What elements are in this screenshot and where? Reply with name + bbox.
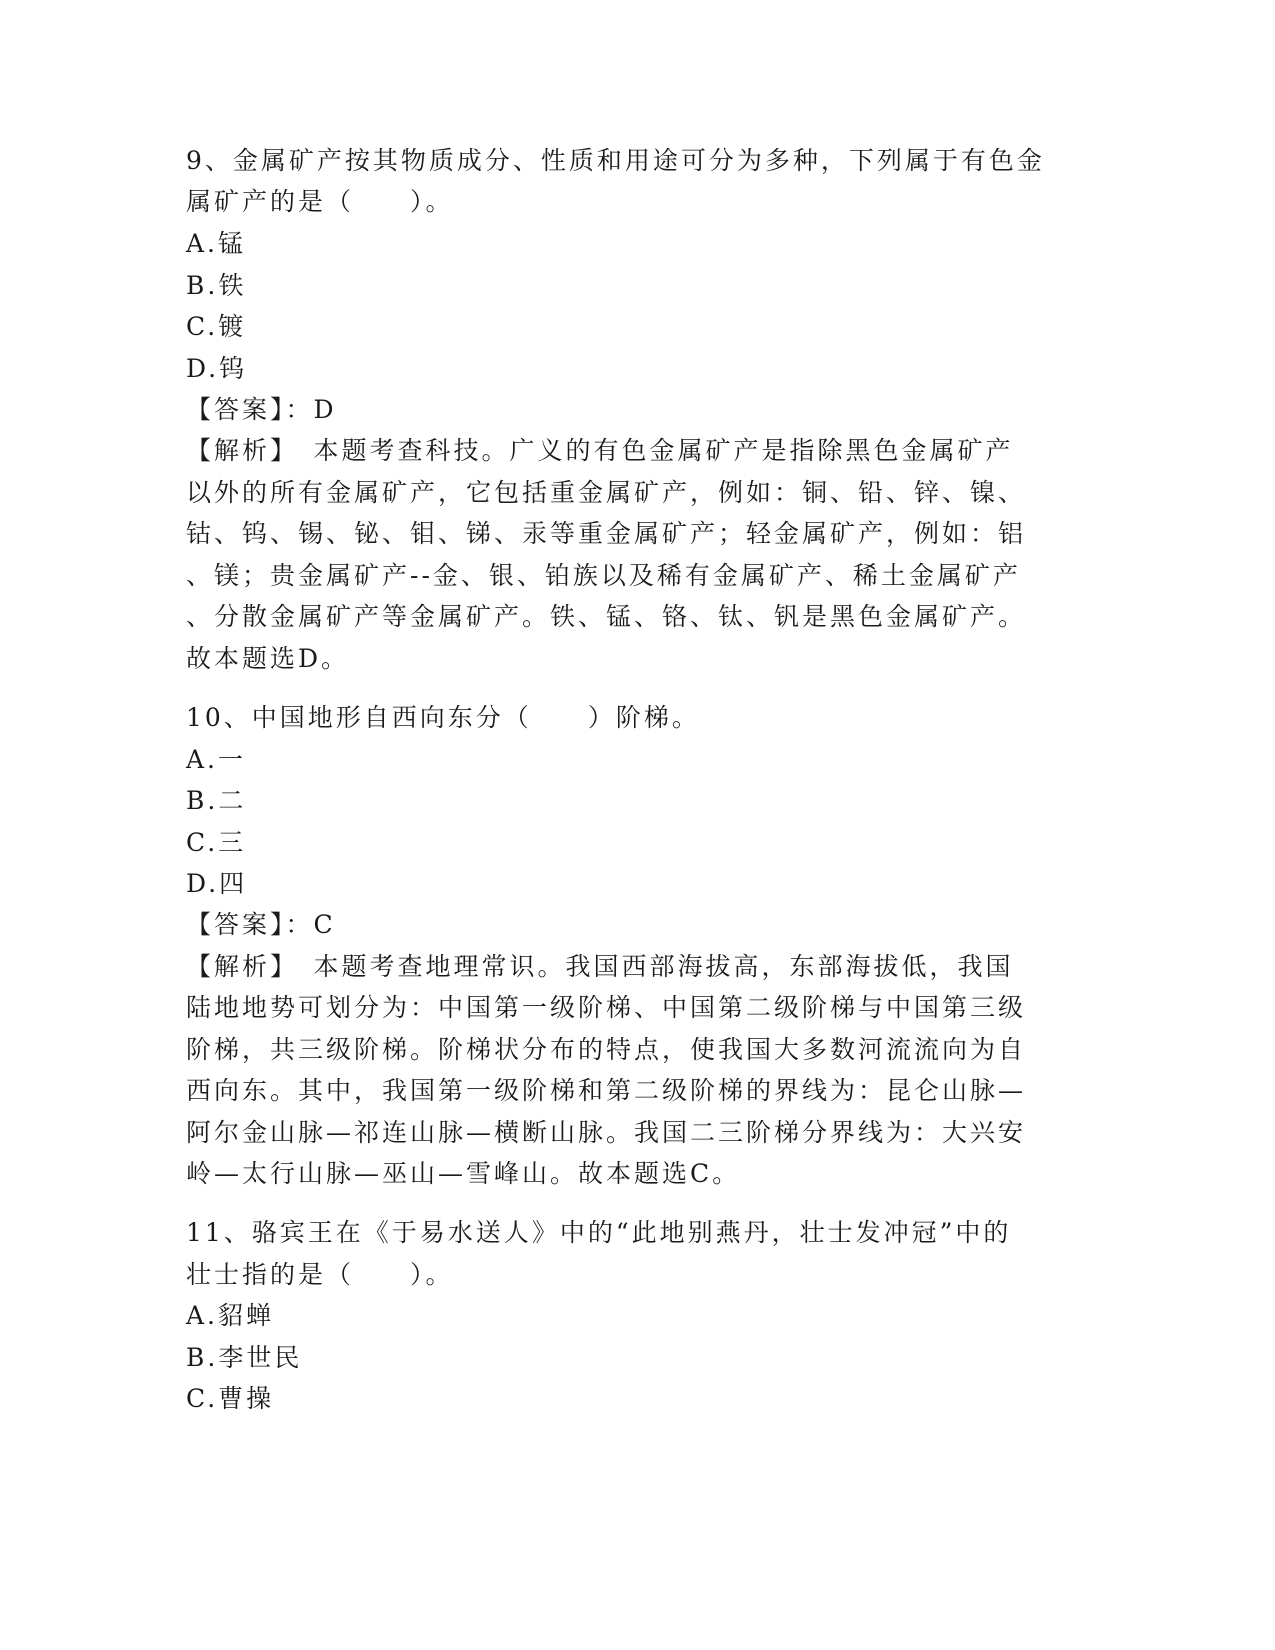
question-9-analysis-line-4: 、镁；贵金属矿产--金、银、铂族以及稀有金属矿产、稀土金属矿产 [186, 561, 1021, 590]
question-11-stem-line-2: 壮士指的是（ ）。 [186, 1260, 454, 1289]
question-10-analysis-line-1: 【解析】 本题考查地理常识。我国西部海拔高，东部海拔低，我国 [186, 952, 1014, 981]
question-10-analysis-line-6: 岭—太行山脉—巫山—雪峰山。故本题选C。 [186, 1159, 741, 1188]
question-10-option-c: C.三 [186, 828, 247, 857]
question-9-option-a: A.锰 [186, 229, 247, 258]
question-9-analysis-line-1: 【解析】 本题考查科技。广义的有色金属矿产是指除黑色金属矿产 [186, 436, 1014, 465]
question-10-analysis-line-2: 陆地地势可划分为：中国第一级阶梯、中国第二级阶梯与中国第三级 [186, 993, 1027, 1022]
question-9-option-c: C.镀 [186, 312, 247, 341]
question-10-analysis-line-3: 阶梯，共三级阶梯。阶梯状分布的特点，使我国大多数河流流向为自 [186, 1035, 1027, 1064]
question-9-stem-line-1: 9、金属矿产按其物质成分、性质和用途可分为多种，下列属于有色金 [186, 146, 1045, 175]
question-10-analysis-line-5: 阿尔金山脉—祁连山脉—横断山脉。我国二三阶梯分界线为：大兴安 [186, 1118, 1027, 1147]
question-10-answer: 【答案】：C [186, 910, 336, 939]
question-10-stem-line-1: 10、中国地形自西向东分（ ）阶梯。 [186, 703, 700, 732]
question-11-option-b: B.李世民 [186, 1343, 303, 1372]
question-10-option-a: A.一 [186, 745, 247, 774]
question-9-analysis-line-5: 、分散金属矿产等金属矿产。铁、锰、铬、钛、钒是黑色金属矿产。 [186, 602, 1027, 631]
question-11-option-c: C.曹操 [186, 1384, 275, 1413]
question-9-stem-line-2: 属矿产的是（ ）。 [186, 187, 454, 216]
question-9-option-b: B.铁 [186, 271, 247, 300]
question-10-option-d: D.四 [186, 869, 248, 898]
question-9-analysis-line-6: 故本题选D。 [186, 644, 350, 673]
question-10-analysis-line-4: 西向东。其中，我国第一级阶梯和第二级阶梯的界线为：昆仑山脉— [186, 1076, 1027, 1105]
question-11-option-a: A.貂蝉 [186, 1301, 275, 1330]
question-11-stem-line-1: 11、骆宾王在《于易水送人》中的“此地别燕丹，壮士发冲冠”中的 [186, 1218, 1012, 1247]
question-10-option-b: B.二 [186, 786, 247, 815]
question-9-answer: 【答案】：D [186, 395, 337, 424]
question-9-analysis-line-2: 以外的所有金属矿产，它包括重金属矿产，例如：铜、铅、锌、镍、 [186, 478, 1027, 507]
question-9-option-d: D.钨 [186, 354, 248, 383]
question-9-analysis-line-3: 钴、钨、锡、铋、钼、锑、汞等重金属矿产；轻金属矿产，例如：铝 [186, 519, 1027, 548]
